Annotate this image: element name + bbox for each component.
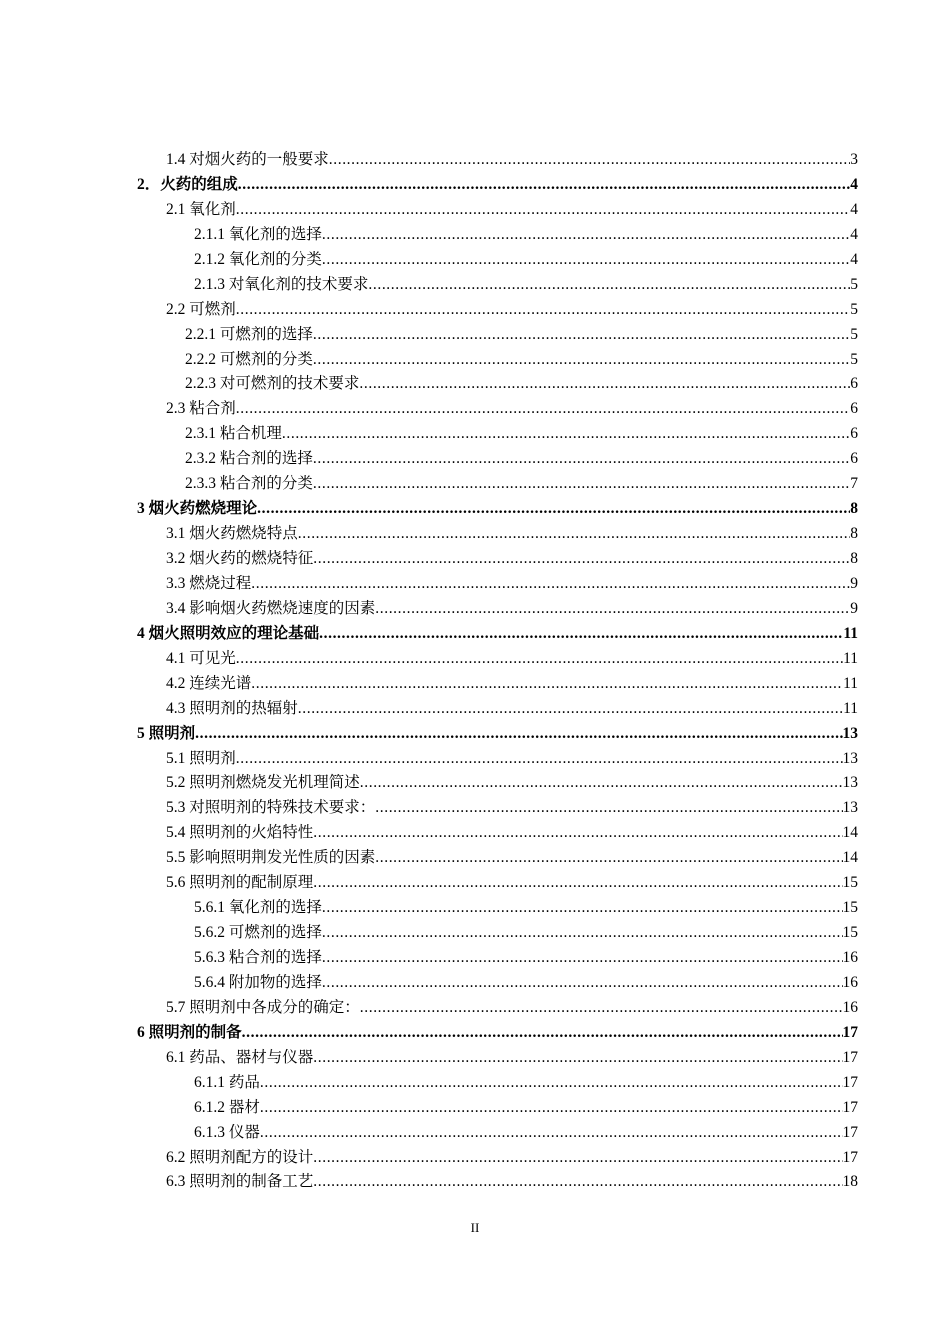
toc-dot-leader xyxy=(236,298,850,323)
toc-entry-title: 5.6.4 附加物的选择 xyxy=(194,971,322,996)
toc-entry-title: 4.1 可见光 xyxy=(166,647,236,672)
toc-entry-title: 5.5 影响照明荆发光性质的因素 xyxy=(166,846,375,871)
toc-entry[interactable] xyxy=(185,323,858,348)
toc-entry-page-number: 5 xyxy=(850,275,858,293)
toc-entry-title: 6.2 照明剂配方的设计 xyxy=(166,1146,313,1171)
toc-dot-leader xyxy=(322,946,843,971)
toc-entry-title: 6.3 照明剂的制备工艺 xyxy=(166,1170,313,1195)
toc-dot-leader xyxy=(313,447,850,472)
toc-entry[interactable] xyxy=(166,1170,858,1195)
toc-dot-leader xyxy=(360,771,843,796)
toc-entry-page-number: 13 xyxy=(842,724,858,742)
toc-entry-title: 3.3 燃烧过程 xyxy=(166,572,251,597)
toc-dot-leader xyxy=(251,672,843,697)
toc-entry-title: 2．火药的组成 xyxy=(137,173,238,198)
toc-entry[interactable] xyxy=(166,672,858,697)
toc-dot-leader xyxy=(313,1146,842,1171)
toc-dot-leader xyxy=(313,348,850,373)
toc-dot-leader xyxy=(322,896,843,921)
toc-entry-page-number: 17 xyxy=(842,1098,858,1116)
toc-entry-title: 3 烟火药燃烧理论 xyxy=(137,497,257,522)
toc-entry-title: 2.1 氧化剂 xyxy=(166,198,236,223)
toc-entry[interactable] xyxy=(166,747,858,772)
toc-entry-title: 2.2.2 可燃剂的分类 xyxy=(185,348,313,373)
toc-dot-leader xyxy=(375,597,850,622)
toc-entry-page-number: 11 xyxy=(843,699,858,717)
toc-entry-page-number: 8 xyxy=(850,550,858,567)
toc-entry[interactable] xyxy=(166,647,858,672)
toc-entry-page-number: 5 xyxy=(850,350,858,368)
toc-dot-leader xyxy=(313,323,850,348)
toc-entry-page-number: 4 xyxy=(850,225,858,243)
toc-dot-leader xyxy=(313,472,850,497)
toc-entry-title: 5.2 照明剂燃烧发光机理简述 xyxy=(166,771,360,796)
toc-entry-title: 6 照明剂的制备 xyxy=(137,1021,242,1046)
toc-dot-leader xyxy=(322,921,843,946)
toc-dot-leader xyxy=(313,871,842,896)
toc-entry[interactable] xyxy=(185,348,858,373)
toc-entry-page-number: 17 xyxy=(842,1123,858,1141)
toc-entry-title: 5.6 照明剂的配制原理 xyxy=(166,871,313,896)
toc-entry-title: 2.1.2 氧化剂的分类 xyxy=(194,248,322,273)
toc-entry-page-number: 4 xyxy=(850,200,858,218)
toc-entry-page-number: 6 xyxy=(850,425,858,443)
toc-dot-leader xyxy=(242,1021,843,1046)
toc-entry-page-number: 7 xyxy=(850,475,858,493)
toc-entry[interactable] xyxy=(166,397,858,422)
toc-entry-title: 5.6.3 粘合剂的选择 xyxy=(194,946,322,971)
toc-entry-page-number: 17 xyxy=(842,1073,858,1091)
toc-entry[interactable] xyxy=(137,497,858,522)
toc-entry[interactable] xyxy=(166,771,858,796)
toc-dot-leader xyxy=(319,622,843,647)
toc-entry-page-number: 14 xyxy=(842,849,858,867)
toc-entry-page-number: 13 xyxy=(842,799,858,817)
toc-entry[interactable] xyxy=(166,871,858,896)
toc-dot-leader xyxy=(322,971,843,996)
toc-entry[interactable] xyxy=(166,996,858,1021)
toc-entry-page-number: 4 xyxy=(850,175,858,193)
toc-entry[interactable] xyxy=(194,946,858,971)
toc-dot-leader xyxy=(236,198,850,223)
toc-entry[interactable] xyxy=(185,472,858,497)
toc-entry[interactable] xyxy=(194,1121,858,1146)
toc-entry-title: 2.2.1 可燃剂的选择 xyxy=(185,323,313,348)
toc-entry-title: 1.4 对烟火药的一般要求 xyxy=(166,148,329,173)
toc-entry[interactable] xyxy=(194,1096,858,1121)
toc-entry-title: 2.1.1 氧化剂的选择 xyxy=(194,223,322,248)
toc-dot-leader xyxy=(236,647,843,672)
toc-entry-title: 3.2 烟火药的燃烧特征 xyxy=(166,547,313,572)
toc-entry[interactable] xyxy=(166,796,858,821)
toc-entry-title: 5.4 照明剂的火焰特性 xyxy=(166,821,313,846)
toc-entry-page-number: 6 xyxy=(850,375,858,393)
toc-dot-leader xyxy=(368,273,850,298)
toc-entry[interactable] xyxy=(166,697,858,722)
toc-dot-leader xyxy=(298,697,843,722)
toc-entry-title: 2.1.3 对氧化剂的技术要求 xyxy=(194,273,368,298)
toc-entry[interactable] xyxy=(194,1071,858,1096)
toc-entry[interactable] xyxy=(194,896,858,921)
toc-entry[interactable] xyxy=(137,722,858,747)
toc-entry-page-number: 15 xyxy=(842,924,858,942)
toc-entry[interactable] xyxy=(194,223,858,248)
toc-entry-title: 2.3.2 粘合剂的选择 xyxy=(185,447,313,472)
toc-entry[interactable] xyxy=(166,198,858,223)
toc-dot-leader xyxy=(359,372,850,397)
toc-entry-page-number: 5 xyxy=(850,300,858,318)
toc-entry-title: 2.2.3 对可燃剂的技术要求 xyxy=(185,372,359,397)
toc-entry[interactable] xyxy=(194,971,858,996)
toc-dot-leader xyxy=(282,422,850,447)
toc-entry[interactable] xyxy=(185,372,858,397)
toc-entry[interactable] xyxy=(194,273,858,298)
toc-entry[interactable] xyxy=(166,821,858,846)
table-of-contents xyxy=(0,148,950,1195)
toc-dot-leader xyxy=(238,173,850,198)
toc-dot-leader xyxy=(257,497,850,522)
toc-entry-title: 2.3.1 粘合机理 xyxy=(185,422,282,447)
toc-entry-title: 6.1.1 药品 xyxy=(194,1071,260,1096)
toc-dot-leader xyxy=(313,547,850,572)
toc-entry-page-number: 8 xyxy=(850,525,858,543)
toc-entry[interactable] xyxy=(194,921,858,946)
toc-entry-title: 3.4 影响烟火药燃烧速度的因素 xyxy=(166,597,375,622)
toc-entry-page-number: 9 xyxy=(850,574,858,592)
toc-entry-page-number: 16 xyxy=(842,998,858,1016)
toc-entry[interactable] xyxy=(166,1046,858,1071)
toc-dot-leader xyxy=(260,1096,843,1121)
toc-entry-page-number: 6 xyxy=(850,450,858,468)
toc-entry-page-number: 4 xyxy=(850,250,858,268)
toc-entry-title: 4.2 连续光谱 xyxy=(166,672,251,697)
toc-entry-title: 2.2 可燃剂 xyxy=(166,298,236,323)
toc-entry-page-number: 14 xyxy=(842,824,858,842)
toc-entry[interactable] xyxy=(185,422,858,447)
page-number: II xyxy=(470,1220,480,1235)
toc-entry-title: 4.3 照明剂的热辐射 xyxy=(166,697,298,722)
toc-entry-page-number: 3 xyxy=(850,151,858,168)
toc-entry-page-number: 8 xyxy=(850,500,858,518)
toc-dot-leader xyxy=(298,522,850,547)
toc-entry-title: 2.3 粘合剂 xyxy=(166,397,236,422)
toc-dot-leader xyxy=(251,572,850,597)
toc-entry-page-number: 18 xyxy=(842,1173,858,1191)
toc-entry-page-number: 15 xyxy=(842,874,858,892)
toc-dot-leader xyxy=(322,248,850,273)
toc-entry-title: 5.3 对照明剂的特殊技术要求： xyxy=(166,796,375,821)
toc-dot-leader xyxy=(260,1071,843,1096)
toc-dot-leader xyxy=(236,397,850,422)
toc-entry[interactable] xyxy=(185,447,858,472)
toc-entry[interactable] xyxy=(194,248,858,273)
toc-entry-title: 5.1 照明剂 xyxy=(166,747,236,772)
toc-entry-title: 5 照明剂 xyxy=(137,722,195,747)
toc-entry-title: 5.6.1 氧化剂的选择 xyxy=(194,896,322,921)
toc-entry-title: 5.6.2 可燃剂的选择 xyxy=(194,921,322,946)
toc-entry[interactable] xyxy=(166,597,858,622)
toc-entry-page-number: 17 xyxy=(842,1048,858,1066)
toc-entry-page-number: 5 xyxy=(850,325,858,343)
toc-entry-page-number: 11 xyxy=(843,649,858,667)
toc-entry-title: 5.7 照明剂中各成分的确定： xyxy=(166,996,360,1021)
toc-entry[interactable] xyxy=(137,173,858,198)
toc-entry-title: 6.1.3 仪器 xyxy=(194,1121,260,1146)
toc-entry[interactable] xyxy=(137,622,858,647)
toc-entry-page-number: 16 xyxy=(842,973,858,991)
toc-entry-page-number: 15 xyxy=(842,899,858,917)
toc-entry-title: 6.1 药品、器材与仪器 xyxy=(166,1046,313,1071)
toc-dot-leader xyxy=(236,747,843,772)
toc-dot-leader xyxy=(322,223,850,248)
toc-dot-leader xyxy=(360,996,843,1021)
toc-entry-page-number: 9 xyxy=(850,599,858,617)
toc-dot-leader xyxy=(375,846,842,871)
toc-entry[interactable] xyxy=(137,1021,858,1046)
toc-entry[interactable] xyxy=(166,522,858,547)
toc-entry[interactable] xyxy=(166,298,858,323)
toc-dot-leader xyxy=(329,148,850,173)
toc-dot-leader xyxy=(375,796,842,821)
toc-entry-page-number: 11 xyxy=(843,674,858,692)
toc-entry-page-number: 13 xyxy=(842,749,858,767)
toc-entry-title: 6.1.2 器材 xyxy=(194,1096,260,1121)
toc-dot-leader xyxy=(313,1170,842,1195)
toc-entry-title: 2.3.3 粘合剂的分类 xyxy=(185,472,313,497)
toc-entry[interactable] xyxy=(166,148,858,173)
toc-dot-leader xyxy=(195,722,842,747)
toc-entry[interactable] xyxy=(166,547,858,572)
toc-entry-page-number: 11 xyxy=(843,624,858,642)
toc-entry-page-number: 13 xyxy=(842,774,858,792)
toc-dot-leader xyxy=(260,1121,843,1146)
toc-entry-title: 4 烟火照明效应的理论基础 xyxy=(137,622,319,647)
toc-entry[interactable] xyxy=(166,572,858,597)
toc-entry[interactable] xyxy=(166,1146,858,1171)
toc-entry-page-number: 6 xyxy=(850,400,858,418)
toc-dot-leader xyxy=(313,821,842,846)
toc-entry-page-number: 17 xyxy=(842,1148,858,1166)
toc-entry-page-number: 16 xyxy=(842,949,858,966)
toc-entry-title: 3.1 烟火药燃烧特点 xyxy=(166,522,298,547)
toc-entry-page-number: 17 xyxy=(842,1023,858,1041)
toc-entry[interactable] xyxy=(166,846,858,871)
toc-dot-leader xyxy=(313,1046,842,1071)
